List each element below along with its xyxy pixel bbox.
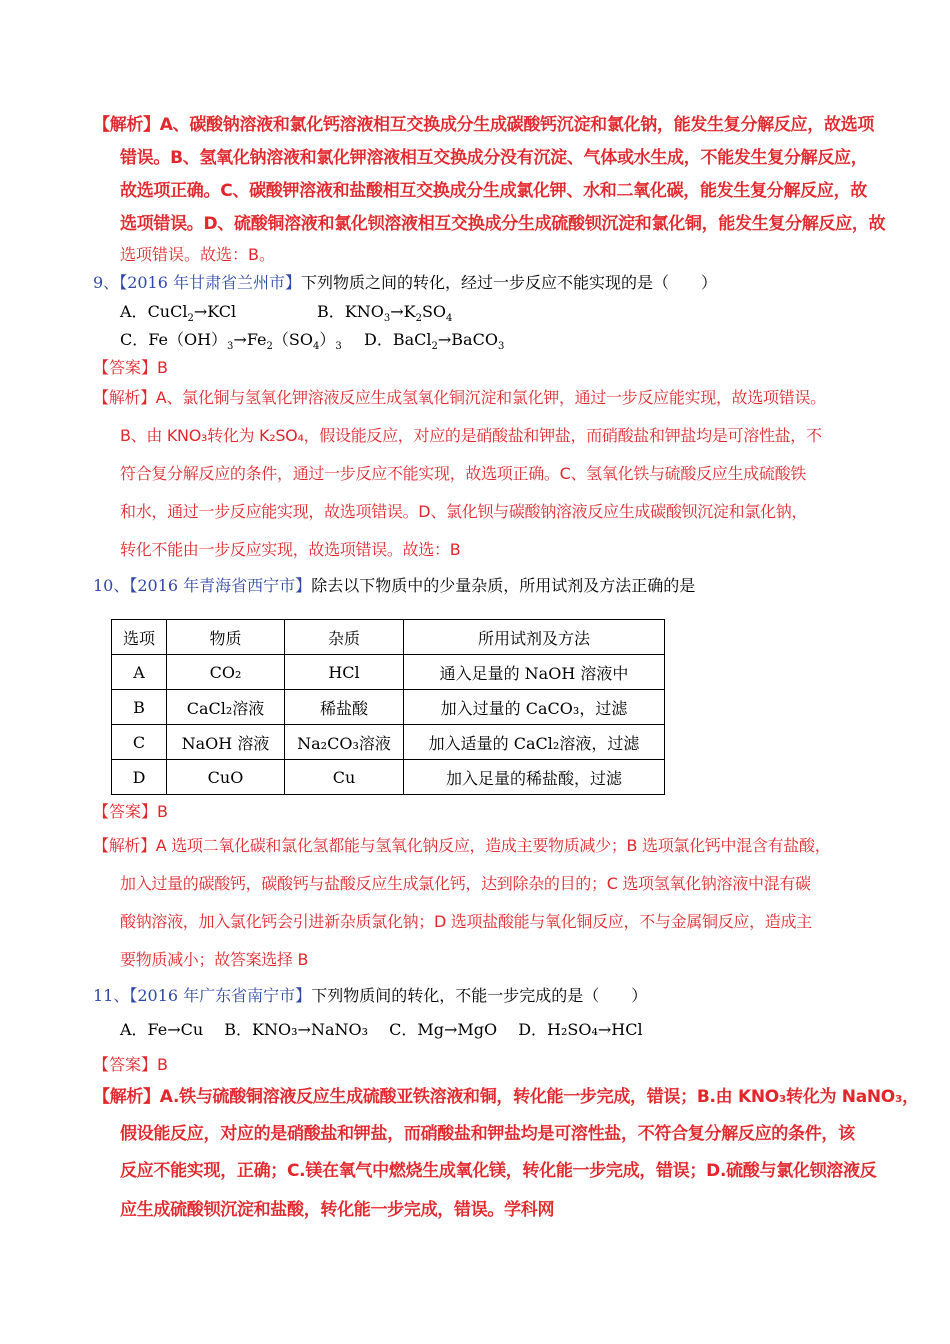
q11-analysis-line-2: 假设能反应，对应的是硝酸盐和钾盐，而硝酸盐和钾盐均是可溶性盐，不符合复分解反应的条件，该 bbox=[120, 1124, 855, 1144]
table-cell: CuO bbox=[167, 760, 285, 795]
table-cell: Na₂CO₃溶液 bbox=[285, 725, 404, 760]
table-header-cell: 物质 bbox=[167, 620, 285, 655]
q11-answer: 【答案】B bbox=[93, 1055, 168, 1074]
q10-stem bbox=[93, 576, 695, 596]
q11-analysis-line-1: 【解析】A.铁与硫酸铜溶液反应生成硫酸亚铁溶液和铜，转化能一步完成，错误；B.由 KNO₃转化为 NaNO₃， bbox=[93, 1087, 919, 1107]
table-cell: Cu bbox=[285, 760, 404, 795]
table-row bbox=[112, 725, 665, 760]
table-header-row bbox=[112, 620, 665, 655]
q10-answer: 【答案】B bbox=[93, 802, 168, 821]
q9-stem-text: 下列物质之间的转化，经过一步反应不能实现的是（ ） bbox=[301, 273, 718, 292]
q10-source: 【2016 年青海省西宁市】 bbox=[129, 576, 312, 595]
q11-stem bbox=[93, 986, 647, 1006]
table-header-cell: 杂质 bbox=[285, 620, 404, 655]
q9-number: 9、 bbox=[93, 273, 120, 292]
q10-options-table bbox=[111, 619, 665, 795]
q9-analysis-line-4: 和水，通过一步反应能实现，故选项错误。D、氯化钡与碳酸钠溶液反应生成碳酸钡沉淀和氯化钠， bbox=[120, 502, 808, 521]
q9-option-b: B．$KNO_3\to K_2SO_4$ bbox=[317, 302, 453, 325]
q10-analysis-line-4: 要物质减小；故答案选择 B bbox=[120, 950, 309, 969]
q8-analysis-line-4: 选项错误。D、硫酸铜溶液和氯化钡溶液相互交换成分生成硫酸钡沉淀和氯化铜，能发生复分解反应，故 bbox=[120, 214, 886, 234]
table-header-cell: 选项 bbox=[112, 620, 167, 655]
q10-analysis-line-3: 酸钠溶液，加入氯化钙会引进新杂质氯化钠；D 选项盐酸能与氧化铜反应，不与金属铜反应，造成主 bbox=[120, 912, 812, 931]
table-cell: C bbox=[112, 725, 167, 760]
table-cell: A bbox=[112, 655, 167, 690]
q11-analysis-line-4: 应生成硫酸钡沉淀和盐酸，转化能一步完成，错误。学科网 bbox=[120, 1200, 555, 1220]
table-cell: 稀盐酸 bbox=[285, 690, 404, 725]
q9-analysis-line-1: 【解析】A、氯化铜与氢氧化钾溶液反应生成氢氧化铜沉淀和氯化钾，通过一步反应能实现，故选项错误。 bbox=[93, 388, 826, 407]
q9-analysis-line-2: B、由 KNO₃转化为 K₂SO₄，假设能反应，对应的是硝酸盐和钾盐，而硝酸盐和钾盐均是可溶性盐，不 bbox=[120, 426, 822, 445]
q9-analysis-line-5: 转化不能由一步反应实现，故选项错误。故选：B bbox=[120, 540, 461, 559]
table-cell: NaOH 溶液 bbox=[167, 725, 285, 760]
table-cell: 加入足量的稀盐酸，过滤 bbox=[404, 760, 665, 795]
q8-analysis-line-3: 故选项正确。C、碳酸钾溶液和盐酸相互交换成分生成氯化钾、水和二氧化碳，能发生复分解反应，故 bbox=[120, 181, 867, 201]
table-cell: CO₂ bbox=[167, 655, 285, 690]
q9-options-row-1 bbox=[120, 302, 453, 325]
q11-source: 【2016 年广东省南宁市】 bbox=[129, 986, 312, 1005]
table-cell: CaCl₂溶液 bbox=[167, 690, 285, 725]
q11-stem-text: 下列物质间的转化，不能一步完成的是（ ） bbox=[311, 986, 648, 1005]
table-cell: B bbox=[112, 690, 167, 725]
table-cell: HCl bbox=[285, 655, 404, 690]
table-cell: D bbox=[112, 760, 167, 795]
q9-option-d: D．BaCl$_2$→BaCO$_3$ bbox=[364, 330, 505, 353]
q8-analysis-line-2: 错误。B、氢氧化钠溶液和氯化钾溶液相互交换成分没有沉淀、气体或水生成，不能发生复分解反应， bbox=[120, 148, 868, 168]
q9-options-row-2 bbox=[120, 330, 505, 353]
q10-number: 10、 bbox=[93, 576, 130, 595]
q10-analysis-line-1: 【解析】A 选项二氧化碳和氯化氢都能与氢氧化钠反应，造成主要物质减少；B 选项氯化钙中混含有盐酸， bbox=[93, 836, 831, 855]
q9-stem bbox=[93, 273, 717, 293]
table-row bbox=[112, 760, 665, 795]
q11-number: 11、 bbox=[93, 986, 130, 1005]
q9-option-c: C．$Fe(OH)_3\to Fe_2(SO_4)_3$ bbox=[120, 330, 342, 353]
q9-answer: 【答案】B bbox=[93, 358, 168, 377]
q11-options: A．Fe→Cu B．KNO₃→NaNO₃ C．Mg→MgO D．H₂SO₄→HCl bbox=[120, 1020, 643, 1039]
q10-stem-text: 除去以下物质中的少量杂质，所用试剂及方法正确的是 bbox=[311, 576, 696, 595]
table-row bbox=[112, 690, 665, 725]
table-cell: 加入过量的 CaCO₃，过滤 bbox=[404, 690, 665, 725]
q9-option-a: A．CuCl$_2$→KCl bbox=[120, 302, 237, 325]
table-cell: 加入适量的 CaCl₂溶液，过滤 bbox=[404, 725, 665, 760]
q9-source: 【2016 年甘肃省兰州市】 bbox=[119, 273, 301, 292]
q8-analysis-line-5: 选项错误。故选：B。 bbox=[120, 245, 275, 264]
q9-analysis-line-3: 符合复分解反应的条件，通过一步反应不能实现，故选项正确。C、氢氧化铁与硫酸反应生成硫酸铁 bbox=[120, 464, 806, 483]
q10-analysis-line-2: 加入过量的碳酸钙，碳酸钙与盐酸反应生成氯化钙，达到除杂的目的；C 选项氢氧化钠溶液中混有碳 bbox=[120, 874, 811, 893]
table-header-cell: 所用试剂及方法 bbox=[404, 620, 665, 655]
table-row bbox=[112, 655, 665, 690]
q8-analysis-line-1: 【解析】A、碳酸钠溶液和氯化钙溶液相互交换成分生成碳酸钙沉淀和氯化钠，能发生复分解反应，故选项 bbox=[93, 115, 875, 135]
table-cell: 通入足量的 NaOH 溶液中 bbox=[404, 655, 665, 690]
q11-analysis-line-3: 反应不能实现，正确；C.镁在氧气中燃烧生成氧化镁，转化能一步完成，错误；D.硫酸与氯化钡溶液反 bbox=[120, 1161, 877, 1181]
